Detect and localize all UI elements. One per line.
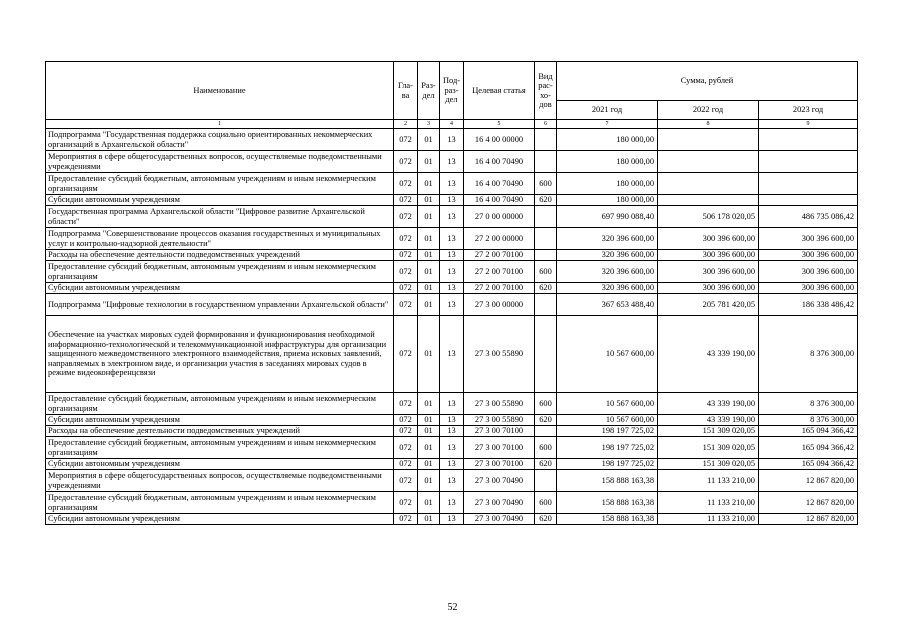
cell-vid (535, 294, 557, 316)
cell-podrazdel: 13 (440, 514, 464, 525)
cell-name: Расходы на обеспечение деятельности подведомственных учреждений (46, 426, 394, 437)
cell-y2023 (759, 195, 858, 206)
header-year-2022: 2022 год (658, 101, 759, 120)
cell-y2023: 8 376 300,00 (759, 415, 858, 426)
table-row (46, 261, 858, 283)
cell-razdel: 01 (418, 426, 440, 437)
cell-y2021: 198 197 725,02 (557, 437, 658, 459)
table-row (46, 492, 858, 514)
cell-glava: 072 (394, 250, 418, 261)
cell-y2022: 43 339 190,00 (658, 393, 759, 415)
header-glava: Гла-ва (394, 62, 418, 120)
cell-y2023: 12 867 820,00 (759, 514, 858, 525)
cell-y2022: 506 178 020,05 (658, 206, 759, 228)
cell-target: 27 3 00 70100 (464, 437, 535, 459)
cell-target: 27 3 00 70100 (464, 426, 535, 437)
cell-podrazdel: 13 (440, 316, 464, 393)
cell-razdel: 01 (418, 514, 440, 525)
cell-name: Субсидии автономным учреждениям (46, 415, 394, 426)
cell-target: 27 0 00 00000 (464, 206, 535, 228)
cell-vid (535, 228, 557, 250)
index-cell: 1 (46, 120, 394, 129)
cell-y2021: 180 000,00 (557, 195, 658, 206)
cell-y2021: 367 653 488,40 (557, 294, 658, 316)
cell-podrazdel: 13 (440, 415, 464, 426)
cell-razdel: 01 (418, 283, 440, 294)
cell-vid: 600 (535, 173, 557, 195)
cell-target: 27 3 00 55890 (464, 316, 535, 393)
cell-y2023: 300 396 600,00 (759, 283, 858, 294)
cell-y2021: 320 396 600,00 (557, 261, 658, 283)
cell-y2023: 12 867 820,00 (759, 492, 858, 514)
cell-glava: 072 (394, 294, 418, 316)
index-cell: 7 (557, 120, 658, 129)
cell-y2022: 151 309 020,05 (658, 459, 759, 470)
cell-y2021: 10 567 600,00 (557, 316, 658, 393)
cell-vid: 620 (535, 195, 557, 206)
index-cell: 6 (535, 120, 557, 129)
cell-target: 27 3 00 55890 (464, 393, 535, 415)
cell-name: Субсидии автономным учреждениям (46, 283, 394, 294)
cell-y2022 (658, 151, 759, 173)
header-razdel: Раз-дел (418, 62, 440, 120)
cell-razdel: 01 (418, 129, 440, 151)
cell-vid (535, 470, 557, 492)
cell-razdel: 01 (418, 151, 440, 173)
cell-name: Предоставление субсидий бюджетным, автономным учреждениям и иным некоммерческим организациям (46, 261, 394, 283)
cell-y2021: 198 197 725,02 (557, 459, 658, 470)
cell-razdel: 01 (418, 250, 440, 261)
cell-y2022: 300 396 600,00 (658, 228, 759, 250)
cell-target: 27 2 00 70100 (464, 283, 535, 294)
header-vid: Вид рас-хо-дов (535, 62, 557, 120)
cell-target: 27 3 00 00000 (464, 294, 535, 316)
table-row (46, 228, 858, 250)
table-row (46, 415, 858, 426)
cell-razdel: 01 (418, 437, 440, 459)
cell-y2021: 697 990 088,40 (557, 206, 658, 228)
cell-podrazdel: 13 (440, 151, 464, 173)
cell-y2023: 186 338 486,42 (759, 294, 858, 316)
table-body (46, 129, 858, 525)
cell-y2023: 165 094 366,42 (759, 459, 858, 470)
cell-glava: 072 (394, 206, 418, 228)
cell-razdel: 01 (418, 228, 440, 250)
table-row (46, 514, 858, 525)
cell-y2021: 158 888 163,38 (557, 470, 658, 492)
cell-y2022: 205 781 420,05 (658, 294, 759, 316)
cell-podrazdel: 13 (440, 492, 464, 514)
cell-razdel: 01 (418, 173, 440, 195)
index-cell: 9 (759, 120, 858, 129)
cell-target: 16 4 00 70490 (464, 173, 535, 195)
cell-razdel: 01 (418, 492, 440, 514)
cell-glava: 072 (394, 228, 418, 250)
cell-vid (535, 206, 557, 228)
cell-y2022: 43 339 190,00 (658, 415, 759, 426)
cell-glava: 072 (394, 470, 418, 492)
header-sum: Сумма, рублей (557, 62, 858, 101)
table-row (46, 437, 858, 459)
table-row (46, 151, 858, 173)
index-cell: 4 (440, 120, 464, 129)
cell-podrazdel: 13 (440, 426, 464, 437)
cell-y2023 (759, 129, 858, 151)
cell-target: 27 2 00 70100 (464, 261, 535, 283)
index-cell: 3 (418, 120, 440, 129)
cell-y2023 (759, 151, 858, 173)
cell-name: Предоставление субсидий бюджетным, автономным учреждениям и иным некоммерческим организациям (46, 437, 394, 459)
cell-y2022: 11 133 210,00 (658, 514, 759, 525)
table-row (46, 206, 858, 228)
cell-name: Государственная программа Архангельской области "Цифровое развитие Архангельской области" (46, 206, 394, 228)
cell-y2022: 43 339 190,00 (658, 316, 759, 393)
index-cell: 5 (464, 120, 535, 129)
cell-glava: 072 (394, 195, 418, 206)
cell-y2022: 300 396 600,00 (658, 261, 759, 283)
cell-podrazdel: 13 (440, 195, 464, 206)
cell-target: 27 2 00 70100 (464, 250, 535, 261)
table-row (46, 459, 858, 470)
cell-podrazdel: 13 (440, 470, 464, 492)
cell-name: Подпрограмма "Совершенствование процессов оказания государственных и муниципальных услуг и контрольно-надзорной деятельности" (46, 228, 394, 250)
cell-glava: 072 (394, 316, 418, 393)
table-row (46, 470, 858, 492)
table-row (46, 426, 858, 437)
table-row (46, 316, 858, 393)
cell-vid: 600 (535, 437, 557, 459)
cell-y2021: 320 396 600,00 (557, 250, 658, 261)
cell-podrazdel: 13 (440, 283, 464, 294)
cell-vid (535, 426, 557, 437)
cell-target: 16 4 00 00000 (464, 129, 535, 151)
index-cell: 2 (394, 120, 418, 129)
cell-podrazdel: 13 (440, 393, 464, 415)
cell-y2021: 158 888 163,38 (557, 514, 658, 525)
cell-glava: 072 (394, 415, 418, 426)
cell-razdel: 01 (418, 316, 440, 393)
header-name: Наименование (46, 62, 394, 120)
cell-target: 27 3 00 70490 (464, 514, 535, 525)
table-row (46, 195, 858, 206)
cell-glava: 072 (394, 514, 418, 525)
cell-name: Подпрограмма "Государственная поддержка социально ориентированных некоммерческих организаций в Архангельской области" (46, 129, 394, 151)
cell-vid (535, 316, 557, 393)
cell-target: 27 3 00 55890 (464, 415, 535, 426)
cell-y2021: 180 000,00 (557, 151, 658, 173)
cell-name: Предоставление субсидий бюджетным, автономным учреждениям и иным некоммерческим организациям (46, 492, 394, 514)
cell-razdel: 01 (418, 261, 440, 283)
index-cell: 8 (658, 120, 759, 129)
table-row (46, 129, 858, 151)
cell-y2023: 8 376 300,00 (759, 316, 858, 393)
cell-vid: 620 (535, 415, 557, 426)
page-number: 52 (447, 602, 458, 613)
cell-y2021: 10 567 600,00 (557, 393, 658, 415)
cell-name: Предоставление субсидий бюджетным, автономным учреждениям и иным некоммерческим организациям (46, 393, 394, 415)
cell-y2021: 180 000,00 (557, 129, 658, 151)
cell-podrazdel: 13 (440, 294, 464, 316)
cell-glava: 072 (394, 151, 418, 173)
cell-y2021: 10 567 600,00 (557, 415, 658, 426)
cell-y2023: 300 396 600,00 (759, 228, 858, 250)
cell-y2023: 165 094 366,42 (759, 437, 858, 459)
cell-glava: 072 (394, 261, 418, 283)
cell-vid: 620 (535, 459, 557, 470)
header-row-1 (46, 62, 858, 101)
cell-name: Субсидии автономным учреждениям (46, 459, 394, 470)
cell-podrazdel: 13 (440, 437, 464, 459)
cell-y2022: 151 309 020,05 (658, 437, 759, 459)
cell-name: Субсидии автономным учреждениям (46, 514, 394, 525)
cell-y2023: 8 376 300,00 (759, 393, 858, 415)
cell-name: Мероприятия в сфере общегосударственных вопросов, осуществляемые подведомственными учреждениями (46, 470, 394, 492)
cell-y2021: 158 888 163,38 (557, 492, 658, 514)
cell-name: Подпрограмма "Цифровые технологии в государственном управлении Архангельской области" (46, 294, 394, 316)
cell-vid: 600 (535, 492, 557, 514)
cell-razdel: 01 (418, 294, 440, 316)
cell-name: Расходы на обеспечение деятельности подведомственных учреждений (46, 250, 394, 261)
cell-vid: 600 (535, 393, 557, 415)
cell-y2021: 320 396 600,00 (557, 228, 658, 250)
cell-razdel: 01 (418, 459, 440, 470)
header-podrazdel: Под-раз-дел (440, 62, 464, 120)
cell-glava: 072 (394, 173, 418, 195)
cell-y2023: 300 396 600,00 (759, 250, 858, 261)
table-row (46, 393, 858, 415)
cell-glava: 072 (394, 437, 418, 459)
cell-y2022: 151 309 020,05 (658, 426, 759, 437)
cell-glava: 072 (394, 459, 418, 470)
cell-y2023: 165 094 366,42 (759, 426, 858, 437)
cell-target: 16 4 00 70490 (464, 195, 535, 206)
cell-razdel: 01 (418, 470, 440, 492)
cell-y2023: 486 735 086,42 (759, 206, 858, 228)
cell-glava: 072 (394, 129, 418, 151)
cell-podrazdel: 13 (440, 261, 464, 283)
cell-vid: 600 (535, 261, 557, 283)
cell-y2023 (759, 173, 858, 195)
cell-glava: 072 (394, 393, 418, 415)
header-year-2023: 2023 год (759, 101, 858, 120)
cell-y2022: 11 133 210,00 (658, 470, 759, 492)
table-row (46, 173, 858, 195)
cell-razdel: 01 (418, 393, 440, 415)
cell-y2022: 300 396 600,00 (658, 250, 759, 261)
cell-target: 27 2 00 00000 (464, 228, 535, 250)
table-row (46, 283, 858, 294)
cell-y2022: 300 396 600,00 (658, 283, 759, 294)
header-target: Целевая статья (464, 62, 535, 120)
cell-podrazdel: 13 (440, 228, 464, 250)
cell-podrazdel: 13 (440, 206, 464, 228)
cell-y2022 (658, 129, 759, 151)
cell-podrazdel: 13 (440, 173, 464, 195)
cell-podrazdel: 13 (440, 129, 464, 151)
cell-target: 27 3 00 70100 (464, 459, 535, 470)
table-row (46, 294, 858, 316)
cell-vid (535, 250, 557, 261)
cell-razdel: 01 (418, 195, 440, 206)
header-year-2021: 2021 год (557, 101, 658, 120)
cell-y2021: 198 197 725,02 (557, 426, 658, 437)
cell-y2022: 11 133 210,00 (658, 492, 759, 514)
cell-podrazdel: 13 (440, 250, 464, 261)
cell-y2021: 320 396 600,00 (557, 283, 658, 294)
cell-glava: 072 (394, 492, 418, 514)
cell-vid: 620 (535, 283, 557, 294)
cell-vid: 620 (535, 514, 557, 525)
cell-name: Обеспечение на участках мировых судей формирования и функционирования необходимой информационно-технологической и телекоммуникационной инфраструктуры для организации защищенного межведомственного электронного взаимодействия, приема исковых заявлений, направляемых в электронном виде, и организации участия в заседаниях мировых судов в режиме видеоконференцсвязи (46, 316, 394, 393)
cell-razdel: 01 (418, 206, 440, 228)
index-row (46, 120, 858, 129)
cell-name: Мероприятия в сфере общегосударственных вопросов, осуществляемые подведомственными учреждениями (46, 151, 394, 173)
cell-vid (535, 151, 557, 173)
cell-name: Предоставление субсидий бюджетным, автономным учреждениям и иным некоммерческим организациям (46, 173, 394, 195)
cell-razdel: 01 (418, 415, 440, 426)
cell-target: 27 3 00 70490 (464, 492, 535, 514)
budget-table (45, 61, 858, 525)
cell-y2023: 12 867 820,00 (759, 470, 858, 492)
cell-glava: 072 (394, 426, 418, 437)
cell-name: Субсидии автономным учреждениям (46, 195, 394, 206)
cell-target: 27 3 00 70490 (464, 470, 535, 492)
table-row (46, 250, 858, 261)
cell-podrazdel: 13 (440, 459, 464, 470)
cell-vid (535, 129, 557, 151)
cell-y2023: 300 396 600,00 (759, 261, 858, 283)
cell-y2022 (658, 173, 759, 195)
cell-y2022 (658, 195, 759, 206)
cell-y2021: 180 000,00 (557, 173, 658, 195)
cell-target: 16 4 00 70490 (464, 151, 535, 173)
cell-glava: 072 (394, 283, 418, 294)
